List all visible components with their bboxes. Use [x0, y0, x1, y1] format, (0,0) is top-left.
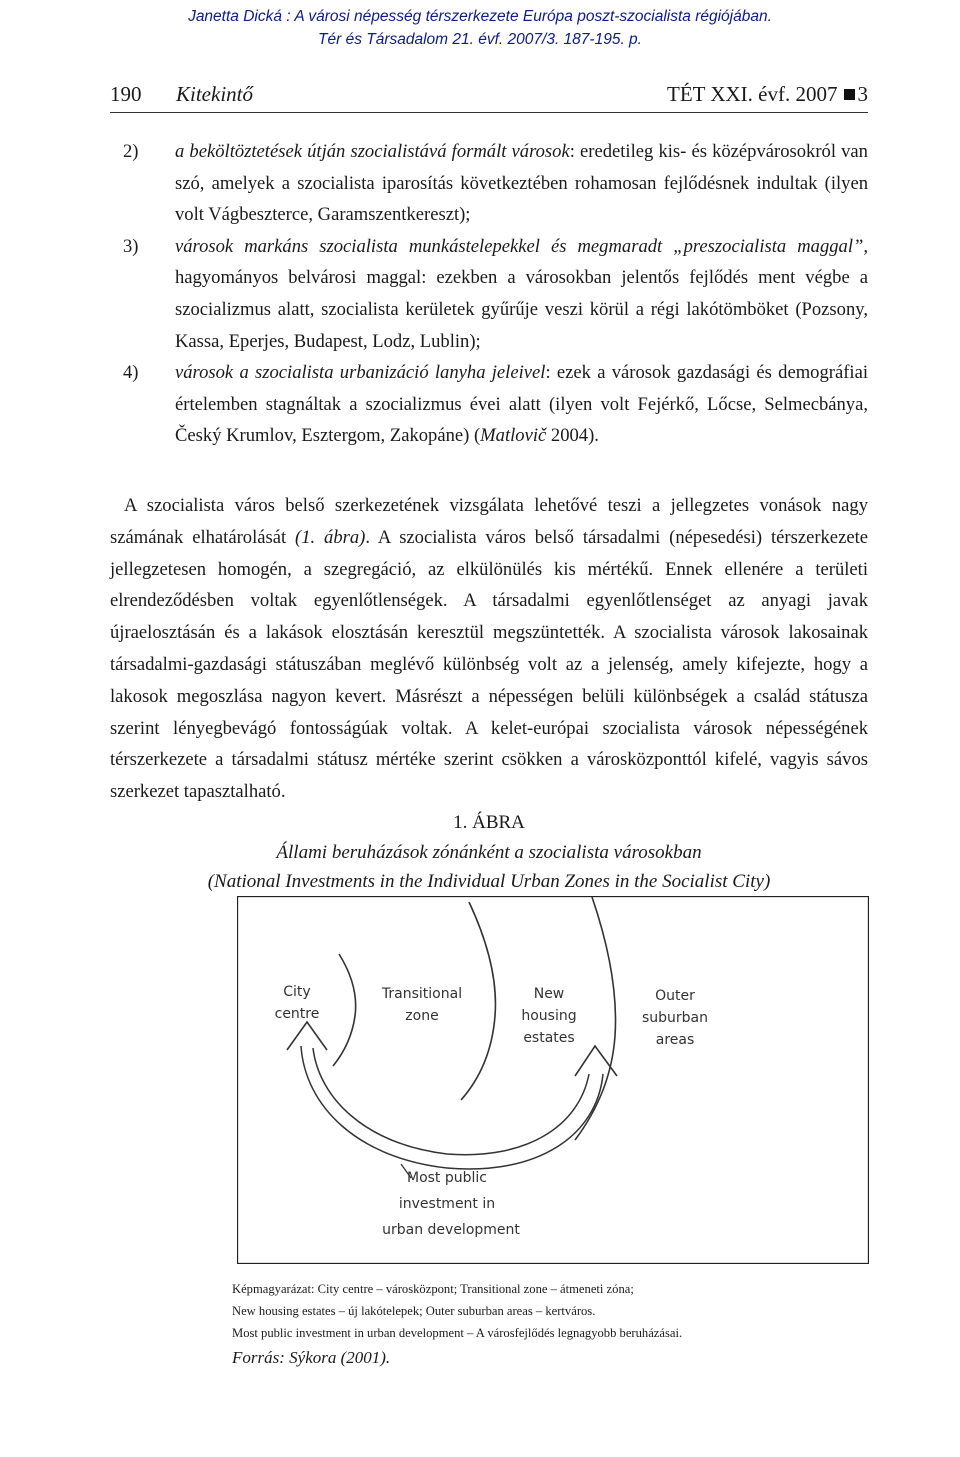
journal-issue [667, 82, 868, 107]
investment-label-3: urban development [382, 1222, 520, 1238]
paragraph-text-1: A szocialista város belső szerkezetének vizsgálata lehetővé teszi a jellegzetes vonások nagy számának elhatárolását [110, 495, 868, 548]
zone-label-transitional-2: zone [405, 1008, 439, 1024]
figure-reference: (1. ábra) [295, 526, 366, 548]
list-number: 4) [123, 362, 139, 384]
list-item-title: városok a szocialista urbanizáció lanyha jeleivel [175, 362, 546, 384]
zone-label-city-1: City [283, 984, 311, 1000]
paragraph-text-2: . A szocialista város belső társadalmi (népesedési) térszerkezete jellegzetesen homogén, a szegregáció, az elkülönülés kis mértékű. Ennek ellenére a területi elrendeződésben voltak egyenlőtlenségek. A társadalmi egyenlőtlenséget az anyagi javak újraelosztásán és a lakások elosztásán keresztül megszüntették. A szocialista városok lakosainak társadalmi-gazdasági státuszában meglévő különbség volt az a jelenség, amely kifejezte, hogy a lakosok megoszlása nagyon kevert. Másrészt a népességen belüli különbségek a család státusza szerint lényegbevágó fontosságúak voltak. A kelet-európai szocialista városok népességének térszerkezete a társadalmi státusz mértéke szerint csökken a városközponttól kifelé, vagyis sávos szerkezet tapasztalható. [110, 526, 868, 803]
list-number: 3) [123, 235, 139, 257]
figure-number: 1. ÁBRA [453, 812, 525, 833]
list-item [123, 231, 868, 357]
page-number: 190 [110, 82, 142, 106]
zone-label-housing-3: estates [523, 1030, 575, 1046]
urban-zones-diagram [237, 896, 869, 1264]
journal-name: TÉT XXI. évf. 2007 [667, 82, 838, 106]
caption-line: Most public investment in urban development – A városfejlődés legnagyobb beruházásai. [232, 1326, 683, 1340]
zone-label-outer-1: Outer [655, 988, 695, 1004]
square-bullet-icon [844, 89, 855, 100]
list-item [123, 357, 868, 452]
list-text [175, 231, 868, 357]
figure-title-hu: Állami beruházások zónánként a szocialista városokban [276, 842, 702, 863]
caption-line: New housing estates – új lakótelepek; Outer suburban areas – kertváros. [232, 1304, 596, 1318]
list-item-body: : eredetileg kis- és középvárosokról van szó, amelyek a szocialista iparosítás következtében rohamosan fejlődésnek indultak (ilyen volt Vágbeszterce, Garamszentkereszt); [175, 141, 868, 226]
investment-label-2: investment in [398, 1196, 496, 1212]
zone-label-outer-2: suburban [641, 1010, 709, 1026]
zone-label-city-2: centre [274, 1006, 320, 1022]
citation-author: Matlovič [480, 425, 547, 447]
figure-title-en: (National Investments in the Individual Urban Zones in the Socialist City) [207, 871, 771, 892]
numbered-list [123, 136, 868, 452]
list-text [175, 136, 868, 231]
figure-caption [232, 1278, 872, 1344]
figure-source: Forrás: Sýkora (2001). [232, 1348, 391, 1367]
diagram-frame [238, 897, 869, 1264]
section-title: Kitekintő [176, 82, 253, 106]
citation-year: 2004). [546, 425, 599, 447]
body-paragraph [110, 490, 868, 808]
zone-label-outer-3: areas [655, 1032, 695, 1048]
zone-label-transitional-1: Transitional [381, 986, 463, 1002]
list-item [123, 136, 868, 231]
list-text [175, 357, 868, 452]
list-item-title: a beköltöztetések útján szocialistává formált városok [175, 141, 570, 162]
list-item-body: : ezek a városok gazdasági és demográfiai értelemben stagnáltak a szocializmus évei alatt (ilyen volt Fejérkő, Lőcse, Selmecbánya, Český Krumlov, Esztergom, Zakopáne) ( [175, 362, 868, 447]
list-item-body: hagyományos belvárosi maggal: ezekben a városokban jelentős fejlődés ment végbe a szocializmus alatt, szocialista kerületek gyűrűje veszi körül a régi lakótömböket (Pozsony, Kassa, Eperjes, Budapest, Lodz, Lublin); [175, 267, 868, 352]
caption-line: Képmagyarázat: City centre – városközpont; Transitional zone – átmeneti zóna; [232, 1282, 634, 1296]
figure-title [110, 838, 868, 896]
issue-number: 3 [857, 82, 868, 106]
zone-label-housing-2: housing [521, 1008, 577, 1024]
list-item-title: városok markáns szocialista munkástelepekkel és megmaradt „preszocialista maggal”, [175, 235, 868, 257]
citation-line-1: Janetta Dická : A városi népesség térszerkezete Európa poszt-szocialista régiójában. [188, 8, 772, 25]
running-header [110, 80, 868, 113]
list-number: 2) [123, 141, 139, 162]
citation-line-2: Tér és Társadalom 21. évf. 2007/3. 187-195. p. [318, 31, 642, 48]
investment-label-1: Most public [406, 1170, 488, 1186]
zone-label-housing-1: New [533, 986, 565, 1002]
